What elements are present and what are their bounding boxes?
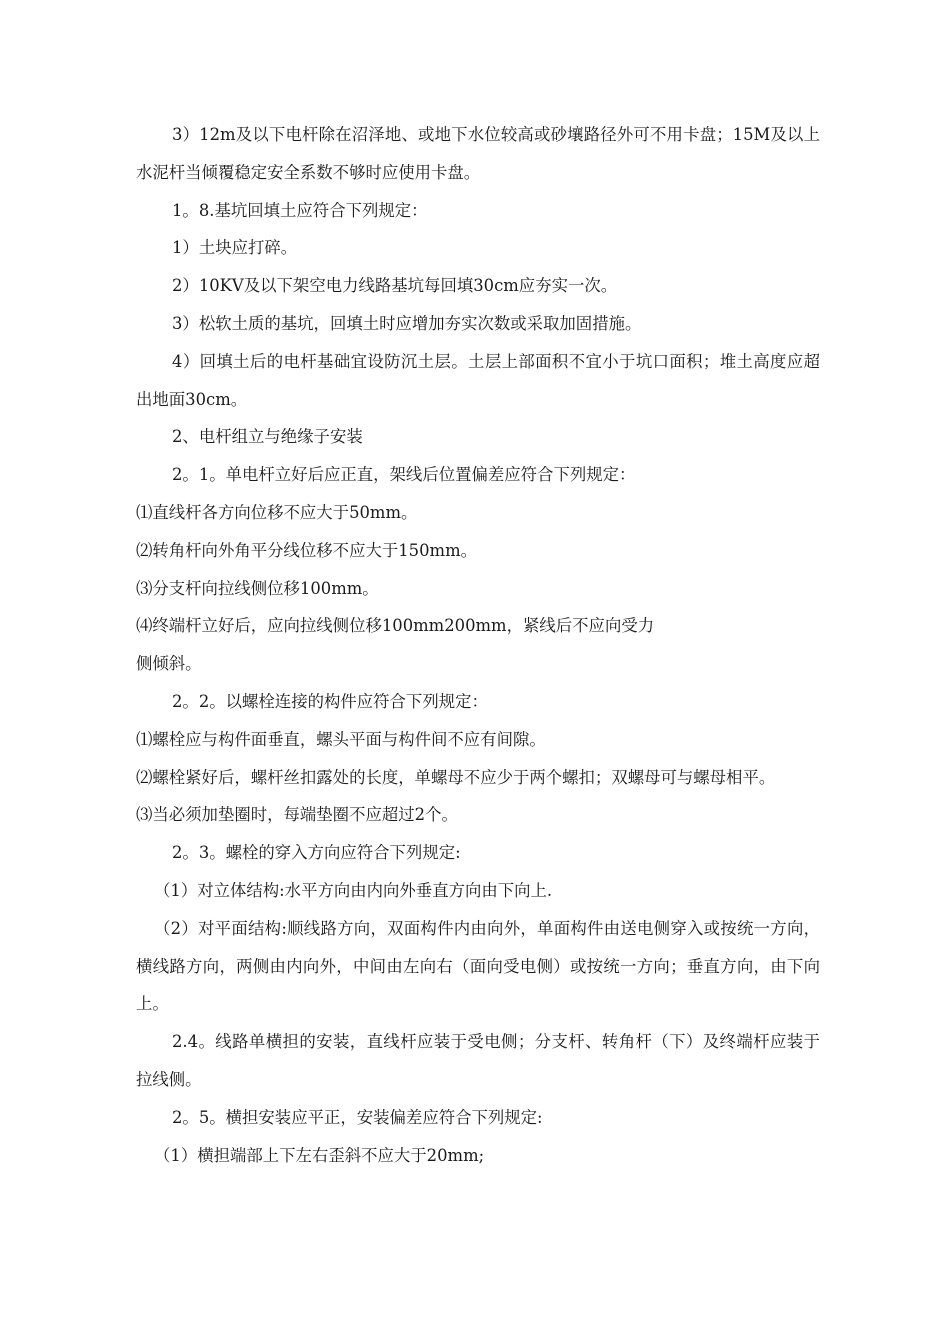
list-item-circle-4-terminal-pole: ⑷终端杆立好后，应向拉线侧位移100mm200mm，紧线后不应向受力 (136, 616, 655, 636)
list-item-circle-4-continuation: 侧倾斜。 (136, 654, 202, 674)
paragraph-3-12m-chuck: 3）12m及以下电杆除在沼泽地、或地下水位较高或砂壤路径外可不用卡盘；15M及以上水泥杆当倾覆稳定安全系数不够时应使用卡盘。 (136, 125, 820, 182)
list-item-circle-2-bolt-thread: ⑵螺栓紧好后，螺杆丝扣露处的长度，单螺母不应少于两个螺扣；双螺母可与螺母相平。 (136, 767, 776, 787)
heading-1-8-backfill: 1。8.基坑回填土应符合下列规定： (172, 200, 428, 220)
heading-2-1-single-pole: 2。1。单电杆立好后应正直，架线后位置偏差应符合下列规定： (172, 465, 636, 485)
list-item-4-anti-settle: 4）回填土后的电杆基础宜设防沉土层。土层上部面积不宜小于坑口面积；堆土高度应超出地面30cm。 (136, 351, 820, 409)
list-item-1-soil-crush: 1）土块应打碎。 (172, 238, 298, 258)
heading-2-3-bolt-direction: 2。3。螺栓的穿入方向应符合下列规定: (172, 843, 461, 863)
heading-2-5-crossarm-level: 2。5。横担安装应平正，安装偏差应符合下列规定: (172, 1107, 543, 1127)
list-item-paren-1-crossarm-skew: （1）横担端部上下左右歪斜不应大于20mm; (154, 1145, 485, 1165)
list-item-circle-1-straight-pole: ⑴直线杆各方向位移不应大于50mm。 (136, 502, 418, 522)
list-item-3-soft-soil: 3）松软土质的基坑，回填土时应增加夯实次数或采取加固措施。 (172, 313, 642, 333)
heading-2-4-crossarm-side: 2.4。线路单横担的安装，直线杆应装于受电侧；分支杆、转角杆（下）及终端杆应装于拉线侧。 (136, 1032, 820, 1089)
list-item-paren-2-plane-structure: （2）对平面结构:顺线路方向，双面构件内由向外，单面构件由送电侧穿入或按统一方向，横线路方向，两侧由内向外，中间由左向右（面向受电侧）或按统一方向；垂直方向，由下向上。 (136, 918, 820, 1014)
section-heading-2-pole-erection: 2、电杆组立与绝缘子安装 (172, 427, 363, 447)
list-item-circle-2-corner-pole: ⑵转角杆向外角平分线位移不应大于150mm。 (136, 540, 478, 560)
list-item-circle-3-branch-pole: ⑶分支杆向拉线侧位移100mm。 (136, 578, 379, 598)
list-item-circle-3-washer: ⑶当必须加垫圈时，每端垫圈不应超过2个。 (136, 805, 458, 825)
heading-2-2-bolt-connection: 2。2。以螺栓连接的构件应符合下列规定： (172, 691, 488, 711)
document-body (136, 116, 820, 1174)
list-item-circle-1-bolt-perpendicular: ⑴螺栓应与构件面垂直，螺头平面与构件间不应有间隙。 (136, 729, 546, 749)
list-item-2-tamp: 2）10KV及以下架空电力线路基坑每回填30cm应夯实一次。 (172, 276, 618, 296)
list-item-paren-1-3d-structure: （1）对立体结构:水平方向由内向外垂直方向由下向上. (154, 880, 553, 900)
